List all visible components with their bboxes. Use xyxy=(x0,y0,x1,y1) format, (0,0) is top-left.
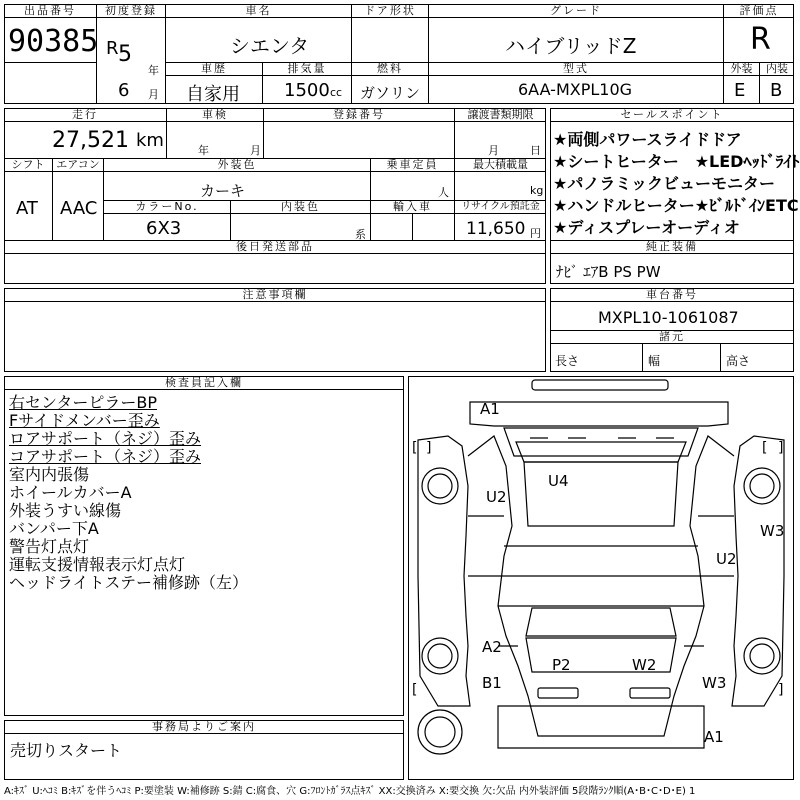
inspector-line: 外装うすい線傷 xyxy=(9,501,122,520)
reg-month: 6 xyxy=(118,80,130,101)
car-diagram xyxy=(408,376,794,780)
capacity-unit: 人 xyxy=(438,186,449,199)
reg-era: R xyxy=(106,38,119,59)
sales-point-item: ★ハンドルヒーター★ﾋﾞﾙﾄﾞｲﾝETC xyxy=(553,196,799,215)
recycle-value: 11,650 xyxy=(466,219,526,239)
mark-rear-right: W2 xyxy=(632,656,657,674)
ext-label: 外装 xyxy=(724,62,759,76)
score-label: 評価点 xyxy=(724,4,794,18)
dims-label: 諸元 xyxy=(550,330,794,344)
dims-width: 幅 xyxy=(648,354,661,368)
reg-year: 5 xyxy=(118,42,132,67)
recycle-unit: 円 xyxy=(530,227,541,240)
int-value: B xyxy=(770,80,783,101)
mark-right-rear-door: W3 xyxy=(760,522,785,540)
mark-roof: U4 xyxy=(548,472,569,490)
legend: A:ｷｽﾞ U:ﾍｺﾐ B:ｷｽﾞを伴うﾍｺﾐ P:要塗装 W:補修跡 S:錆 C:腐食、穴 G:ﾌﾛﾝﾄｶﾞﾗｽ点ｷｽﾞ XX:交換済み X:要交換 欠:欠品 内外装評価 5段階ﾗﾝｸ順(A･B･C･D･E) 1 xyxy=(4,786,696,797)
ac-label: エアコン xyxy=(53,158,103,172)
sales-point-item: ★両側パワースライドドア xyxy=(553,130,742,149)
grade-value: ハイブリッドZ xyxy=(505,34,637,58)
reg-label: 初度登録 xyxy=(97,4,165,18)
inspector-line: 運転支援情報表示灯点灯 xyxy=(9,555,186,574)
office-value: 売切りスタート xyxy=(10,741,123,760)
transfer-month-unit: 月 xyxy=(488,144,499,157)
dims-height: 高さ xyxy=(726,354,751,368)
mileage-unit: km xyxy=(136,130,164,151)
sales-point-item: ★パノラミックビューモニター xyxy=(553,174,776,193)
model-value: 6AA-MXPL10G xyxy=(518,80,633,99)
mark-rear-center: P2 xyxy=(552,656,571,674)
later-label: 後日発送部品 xyxy=(4,240,546,254)
name-label: 車名 xyxy=(166,4,351,18)
inspection-label: 車検 xyxy=(167,108,263,122)
insp-year-unit: 年 xyxy=(198,144,209,157)
sales-point-item: ★シートヒーター ★LEDﾍｯﾄﾞﾗｲﾄ xyxy=(553,152,800,171)
colorno-label: カラーNo. xyxy=(104,200,230,214)
history-value: 自家用 xyxy=(186,84,240,105)
inspector-line: ロアサポート（ネジ）歪み xyxy=(9,429,202,448)
notes-label: 注意事項欄 xyxy=(4,288,546,302)
insp-month-unit: 月 xyxy=(250,144,261,157)
recycle-label: リサイクル預託金 xyxy=(455,200,546,214)
inspector-line: ヘッドライトステー補修跡（左） xyxy=(9,573,249,592)
lot-number: 90385 xyxy=(8,24,99,59)
svg-text:]: ] xyxy=(778,682,784,698)
transfer-day-unit: 日 xyxy=(530,144,541,157)
history-label: 車歴 xyxy=(166,62,262,76)
chassis-label: 車台番号 xyxy=(550,288,794,302)
mark-right-rear-lower: W3 xyxy=(702,674,727,692)
colorno-value: 6X3 xyxy=(146,218,182,239)
import-label: 輸入車 xyxy=(371,200,454,214)
shift-label: シフト xyxy=(4,158,52,172)
disp-label: 排気量 xyxy=(263,62,351,76)
maxload-unit: kg xyxy=(530,184,544,197)
svg-text:[: [ xyxy=(762,440,768,456)
fuel-value: ガソリン xyxy=(360,84,421,102)
maxload-label: 最大積載量 xyxy=(455,158,546,172)
intcolor-unit: 系 xyxy=(355,228,366,241)
inspector-line: バンパー下A xyxy=(9,519,99,538)
svg-text:[: [ xyxy=(412,440,418,456)
inspector-line: 右センターピラーBP xyxy=(9,393,157,412)
mileage-value: 27,521 xyxy=(52,128,129,153)
capacity-label: 乗車定員 xyxy=(371,158,454,172)
fuel-label: 燃料 xyxy=(352,62,428,76)
mileage-label: 走行 xyxy=(4,108,166,122)
mark-left-rear-lower: B1 xyxy=(482,674,502,692)
color-label: 外装色 xyxy=(104,158,370,172)
reg-year-unit: 年 xyxy=(148,64,159,77)
score-value: R xyxy=(750,22,771,57)
svg-text:[: [ xyxy=(412,682,418,698)
lot-label: 出品番号 xyxy=(4,4,96,18)
model-label: 型式 xyxy=(429,62,723,76)
door-label: ドア形状 xyxy=(352,4,428,18)
regno-label: 登録番号 xyxy=(264,108,454,122)
office-label: 事務局よりご案内 xyxy=(4,720,404,734)
mark-rear-bumper: A1 xyxy=(704,728,724,746)
disp-unit: cc xyxy=(330,86,343,99)
grade-label: グレード xyxy=(429,4,723,18)
inspector-line: Fサイドメンバー歪み xyxy=(9,411,160,430)
svg-text:]: ] xyxy=(778,440,784,456)
inspector-line: 室内内張傷 xyxy=(9,465,90,484)
shift-value: AT xyxy=(16,198,38,219)
equipment-value: ﾅﾋﾞ ｴｱB PS PW xyxy=(556,263,661,281)
chassis-value: MXPL10-1061087 xyxy=(598,308,739,327)
dims-length: 長さ xyxy=(555,354,580,368)
sales-point-item: ★ディスプレーオーディオ xyxy=(553,218,740,237)
intcolor-label: 内装色 xyxy=(231,200,370,214)
inspector-line: 警告灯点灯 xyxy=(9,537,90,556)
ext-value: E xyxy=(734,80,746,101)
int-label: 内装 xyxy=(760,62,794,76)
inspector-line: コアサポート（ネジ）歪み xyxy=(9,447,202,466)
inspector-label: 検査員記入欄 xyxy=(4,376,404,390)
inspector-line: ホイールカバーA xyxy=(9,483,132,502)
equipment-label: 純正装備 xyxy=(550,240,794,254)
transfer-label: 譲渡書類期限 xyxy=(455,108,546,122)
svg-text:]: ] xyxy=(426,440,432,456)
car-name: シエンタ xyxy=(230,34,310,58)
mark-left-rear: A2 xyxy=(482,638,502,656)
mark-right-rear-door-2: U2 xyxy=(716,550,737,568)
sales-points-label: セールスポイント xyxy=(550,108,794,122)
ac-value: AAC xyxy=(60,198,98,219)
inspector-lines xyxy=(9,394,399,592)
color-value: カーキ xyxy=(200,182,246,200)
reg-month-unit: 月 xyxy=(148,88,159,101)
disp-value: 1500 xyxy=(284,80,330,101)
mark-front-bumper: A1 xyxy=(480,400,500,418)
mark-left-front-door: U2 xyxy=(486,488,507,506)
